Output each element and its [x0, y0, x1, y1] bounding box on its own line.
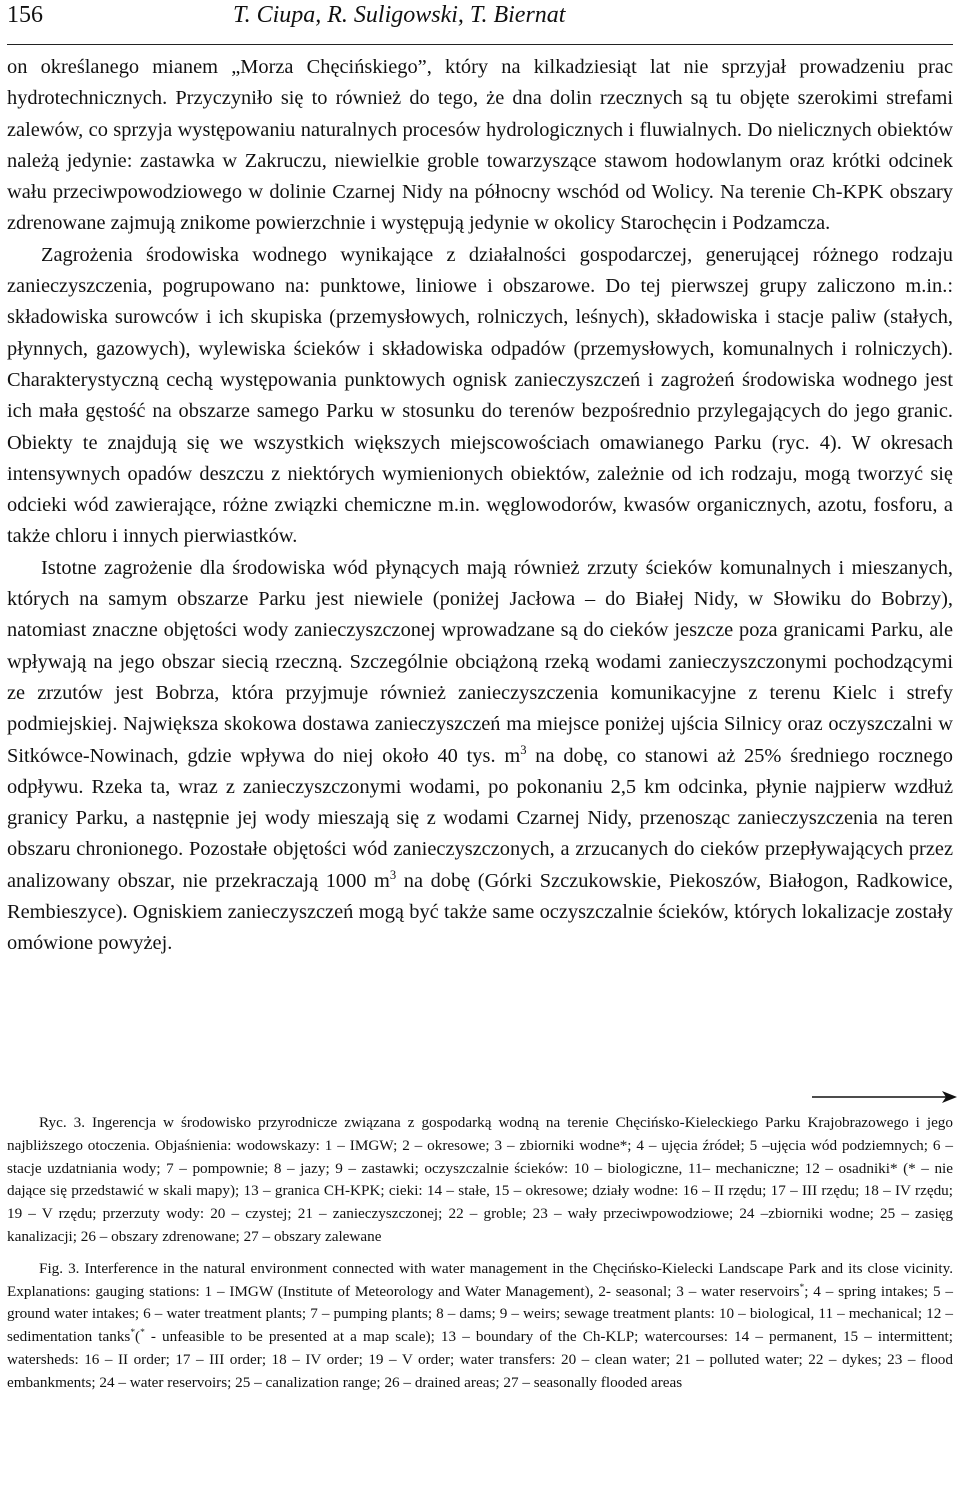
paragraph-3 [7, 553, 953, 960]
caption-en-part-b: ; 4 – spring intakes; 5 – ground water intakes; 6 – water treatment plants; 7 – pumping plants; 8 – dams; 9 – weirs; sewage treatment plants: 10 – biological, 11 – mechanical; 12 – sedimentation tanks [7, 1282, 953, 1346]
superscript: * [799, 1282, 805, 1293]
figure-caption-polish: Ryc. 3. Ingerencja w środowisko przyrodnicze związana z gospodarką wodną na terenie Chęcińsko-Kieleckiego Parku Krajobrazowego i jego najbliższego otoczenia. Objaśnienia: wodowskazy: 1 – IMGW; 2 – okresowe; 3 – zbiorniki wodne*; 4 – ujęcia źródeł; 5 –ujęcia wód podziemnych; 6 – stacje uzdatniania wody; 7 – pompownie; 8 – jazy; 9 – zastawki; oczyszczalnie ścieków: 10 – biologiczne, 11– mechaniczne; 12 – osadniki* (* – nie dające się przedstawić w skali mapy); 13 – granica CH-KPK; cieki: 14 – stałe, 15 – okresowe; działy wodne: 16 – II rzędu; 17 – III rzędu; 18 – IV rzędu; 19 – V rzędu; przerzuty wody: 20 – czystej; 21 – zanieczyszczonej; 22 – groble; 23 – wały przeciwpowodziowe; 24 –zbiorniki wodne; 25 – zasięg kanalizacji; 26 – obszary zdrenowane; 27 – obszary zalewane [7, 1114, 953, 1245]
figure-caption-english [7, 1258, 953, 1395]
superscript: 3 [520, 742, 527, 757]
paragraph-2: Zagrożenia środowiska wodnego wynikające z działalności gospodarczej, generującej różnego rodzaju zanieczyszczenia, pogrupowano na: punktowe, liniowe i obszarowe. Do tej pierwszej grupy zaliczono m.in.: składowiska surowców i ich skupiska (przemysłowych, rolniczych, leśnych), składowiska i stacje paliw (stałych, płynnych, gazowych), wylewiska ścieków i składowiska odpadów (przemysłowych, komunalnych i rolniczych). Charakterystyczną cechą występowania punktowych ognisk zanieczyszczeń i zagrożeń środowiska wodnego jest ich mała gęstość na obszarze samego Parku w stosunku do terenów bezpośrednio przylegających do jego granic. Obiekty te znajdują się we wszystkich większych miejscowościach omawianego Parku (ryc. 4). W okresach intensywnych opadów deszczu z niektórych wymienionych obiektów, zależnie od ich rodzaju, mogą tworzyć się odcieki wód zawierające, różne związki chemiczne m.in. węglowodorów, kwasów organicznych, azotu, fosforu, a także chloru i innych pierwiastków. [7, 243, 953, 548]
superscript: * [130, 1328, 136, 1339]
caption-en-part-c: ( [135, 1328, 141, 1346]
paragraph-3-part-b: na dobę, co stanowi aż 25% średniego rocznego odpływu. Rzeka ta, wraz z zanieczyszczonymi wodami, po pokonaniu 2,5 km odcinka, płynie najpierw wzdłuż granicy Parku, a następnie jej wody mieszają się z wodami Czarnej Nidy, przenosząc zanieczyszczenia na teren obszaru chronionego. Pozostałe objętości wód zanieczyszczonych, a zrzucanych do cieków przepływających przez analizowany obszar, nie przekraczają 1000 m [7, 744, 953, 892]
paragraph-1: on określanego mianem „Morza Chęcińskiego”, który na kilkadziesiąt lat nie sprzyjał prowadzeniu prac hydrotechnicznych. Przyczyniło się to również do tego, że dna dolin rzecznych są tu objęte szerokimi strefami zalewów, co sprzyja występowaniu naturalnych procesów hydrologicznych i fluwialnych. Do nielicznych obiektów należą jedynie: zastawka w Zakruczu, niewielkie groble towarzyszące stawom hodowlanym oraz krótki odcinek wału przeciwpowodziowego w dolinie Czarnej Nidy na północny wschód od Wolicy. Na terenie Ch-KPK obszary zdrenowane zajmują znikome powierzchnie i występują jedynie w okolicy Starochęcin i Podzamcza. [7, 56, 953, 235]
paragraph-3-part-a: Istotne zagrożenie dla środowiska wód płynących mają również zrzuty ścieków komunalnych i mieszanych, których na samym obszarze Parku jest niewiele (poniżej Jacłowa – do Białej Nidy, w Słowiku do Bobrzy), natomiast znaczne objętości wody zanieczyszczonej wprowadzane są do cieków jeszcze poza granicami Parku, ale wpływają na jego obszar siecią rzeczną. Szczególnie obciążoną rzeką wodami zanieczyszczonymi pochodzącymi ze zrzutów jest Bobrza, która przyjmuje również zanieczyszczenia komunikacyjne z terenu Kielc i strefy podmiejskiej. Największa skokowa dostawa zanieczyszczeń ma miejsce poniżej ujścia Silnicy oraz oczyszczalni w Sitkówce-Nowinach, gdzie wpływa do niej około 40 tys. m [7, 556, 953, 767]
figure-captions [7, 1112, 953, 1395]
caption-en-part-d: - unfeasible to be presented at a map scale); 13 – boundary of the Ch-KLP; watercourses: 14 – permanent, 15 – intermittent; watersheds: 16 – II order; 17 – III order; 18 – IV order; 19 – V order; water transfers: 20 – clean water; 21 – polluted water; 22 – dykes; 23 – flood embankments; 24 – water reservoirs; 25 – canalization range; 26 – drained areas; 27 – seasonally flooded areas [7, 1328, 953, 1391]
running-head: T. Ciupa, R. Suligowski, T. Biernat [233, 2, 566, 28]
superscript: 3 [389, 867, 397, 882]
superscript: * [140, 1328, 145, 1339]
page-header [7, 0, 953, 45]
body-text [7, 52, 953, 960]
page-number: 156 [7, 2, 43, 28]
right-arrow-icon [810, 1086, 958, 1108]
paragraph-3-part-c: na dobę (Górki Szczukowskie, Piekoszów, Białogon, Radkowice, Rembieszyce). Ogniskiem zanieczyszczeń mogą być także same oczyszczalnie ścieków, których lokalizacje zostały omówione powyżej. [7, 869, 953, 955]
caption-en-part-a: Fig. 3. Interference in the natural environment connected with water management in the Chęcińsko-Kielecki Landscape Park and its close vicinity. Explanations: gauging stations: 1 – IMGW (Institute of Meteorology and Water Management), 2- seasonal; 3 – water reservoirs [7, 1259, 953, 1300]
